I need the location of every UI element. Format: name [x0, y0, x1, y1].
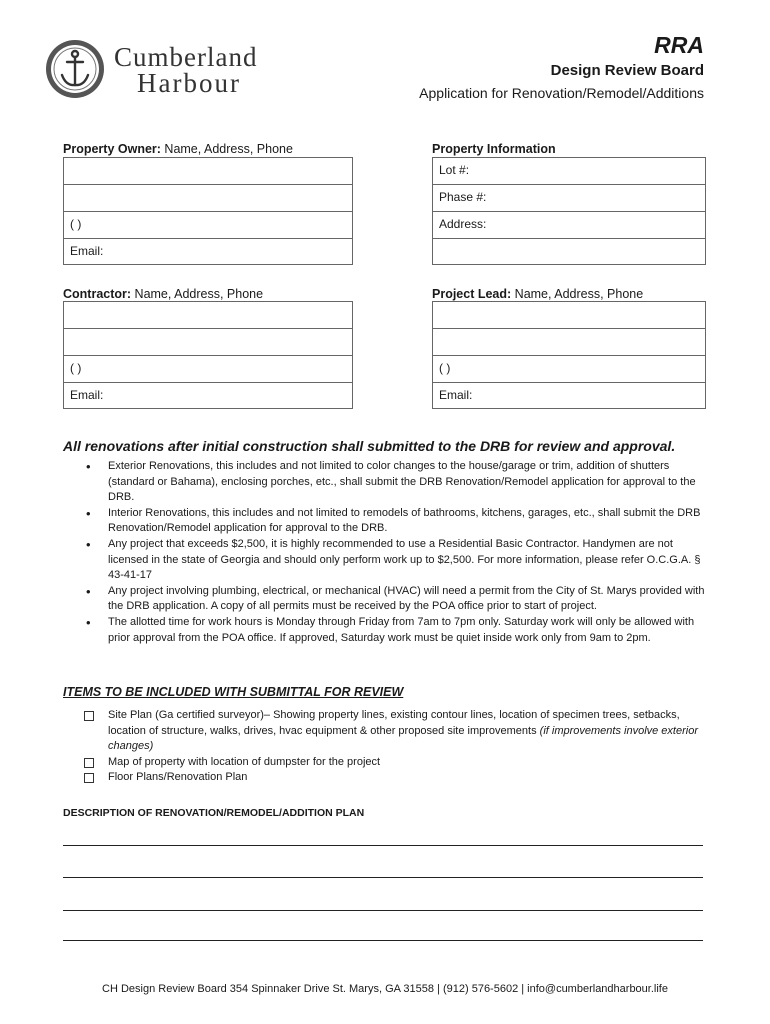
contractor-field-address[interactable]	[64, 329, 352, 356]
logo-text-harbour: Harbour	[137, 68, 241, 98]
owner-field-name[interactable]	[64, 158, 352, 185]
project-lead-label: Project Lead: Name, Address, Phone	[432, 287, 644, 301]
owner-label: Property Owner: Name, Address, Phone	[63, 142, 293, 156]
contractor-field-email[interactable]: Email:	[70, 388, 104, 402]
checkbox[interactable]	[84, 758, 94, 768]
rules-list	[86, 459, 706, 646]
address-field[interactable]: Address:	[433, 212, 705, 239]
owner-field-address[interactable]	[64, 185, 352, 212]
page-title: Design Review Board	[550, 62, 704, 79]
project-lead-field-phone[interactable]: ( )	[433, 356, 705, 383]
project-lead-field-name[interactable]	[433, 302, 705, 329]
checkbox[interactable]	[84, 711, 94, 721]
description-line[interactable]	[63, 845, 703, 846]
description-line[interactable]	[63, 877, 703, 878]
items-section-title: ITEMS TO BE INCLUDED WITH SUBMITTAL FOR REVIEW	[63, 685, 404, 699]
list-item: • Any project involving plumbing, electrical, or mechanical (HVAC) will need a permit from the City of St. Marys provided with the DRB application. A copy of all permits must be received by the POA office prior to start of project.	[86, 584, 706, 615]
owner-fields	[63, 157, 353, 265]
checkbox[interactable]	[84, 773, 94, 783]
checklist-item-dumpster-map: Map of property with location of dumpster for the project	[84, 755, 714, 771]
project-lead-field-email[interactable]: Email:	[439, 388, 473, 402]
list-item: • Exterior Renovations, this includes and not limited to color changes to the house/garage or trim, addition of shutters (standard or Bahama), enclosing porches, etc., shall submit the DRB Renovation/Remodel application for approval to the DRB.	[86, 459, 706, 506]
footer-contact: CH Design Review Board 354 Spinnaker Drive St. Marys, GA 31558 | (912) 576-5602 | info@cumberlandharbour.life	[102, 983, 668, 995]
owner-field-phone[interactable]: ( )	[64, 212, 352, 239]
project-lead-field-address[interactable]	[433, 329, 705, 356]
checklist-item-floor-plans: Floor Plans/Renovation Plan	[84, 770, 714, 786]
lot-field[interactable]: Lot #:	[433, 158, 705, 185]
property-info-label: Property Information	[432, 142, 556, 156]
description-title: DESCRIPTION OF RENOVATION/REMODEL/ADDITION PLAN	[63, 807, 365, 819]
list-item: • Any project that exceeds $2,500, it is highly recommended to use a Residential Basic Contractor. Handymen are not licensed in the state of Georgia and should only perform work up to $2,500. For more information, please refer O.C.G.A. § 43-41-17	[86, 537, 706, 584]
address-field-2[interactable]	[433, 239, 705, 266]
contractor-fields	[63, 301, 353, 409]
contractor-field-phone[interactable]: ( )	[64, 356, 352, 383]
list-item: • Interior Renovations, this includes and not limited to remodels of bathrooms, kitchens, garages, etc., shall submit the DRB Renovation/Remodel application for approval to the DRB.	[86, 506, 706, 537]
items-checklist	[84, 708, 714, 786]
anchor-logo-icon	[44, 38, 106, 100]
contractor-field-name[interactable]	[64, 302, 352, 329]
contractor-label: Contractor: Name, Address, Phone	[63, 287, 264, 301]
owner-field-email[interactable]: Email:	[70, 244, 104, 258]
phase-field[interactable]: Phase #:	[433, 185, 705, 212]
project-lead-fields	[432, 301, 706, 409]
property-info-fields	[432, 157, 706, 265]
checklist-item-site-plan: Site Plan (Ga certified surveyor)– Showing property lines, existing contour lines, location of specimen trees, setbacks, location of structure, walks, drives, hvac equipment & other proposed site improvements (if improvements involve exterior changes)	[84, 708, 714, 755]
description-line[interactable]	[63, 910, 703, 911]
description-line[interactable]	[63, 940, 703, 941]
form-code: RRA	[654, 32, 704, 58]
review-notice: All renovations after initial construction shall submitted to the DRB for review and approval.	[63, 438, 676, 454]
logo-text-cumberland: Cumberland	[114, 42, 258, 72]
page-subtitle: Application for Renovation/Remodel/Additions	[419, 85, 704, 101]
list-item: • The allotted time for work hours is Monday through Friday from 7am to 7pm only. Saturday work will only be allowed with prior approval from the POA office. If approved, Saturday work must be quiet inside work only from 9am to 2pm.	[86, 615, 706, 646]
